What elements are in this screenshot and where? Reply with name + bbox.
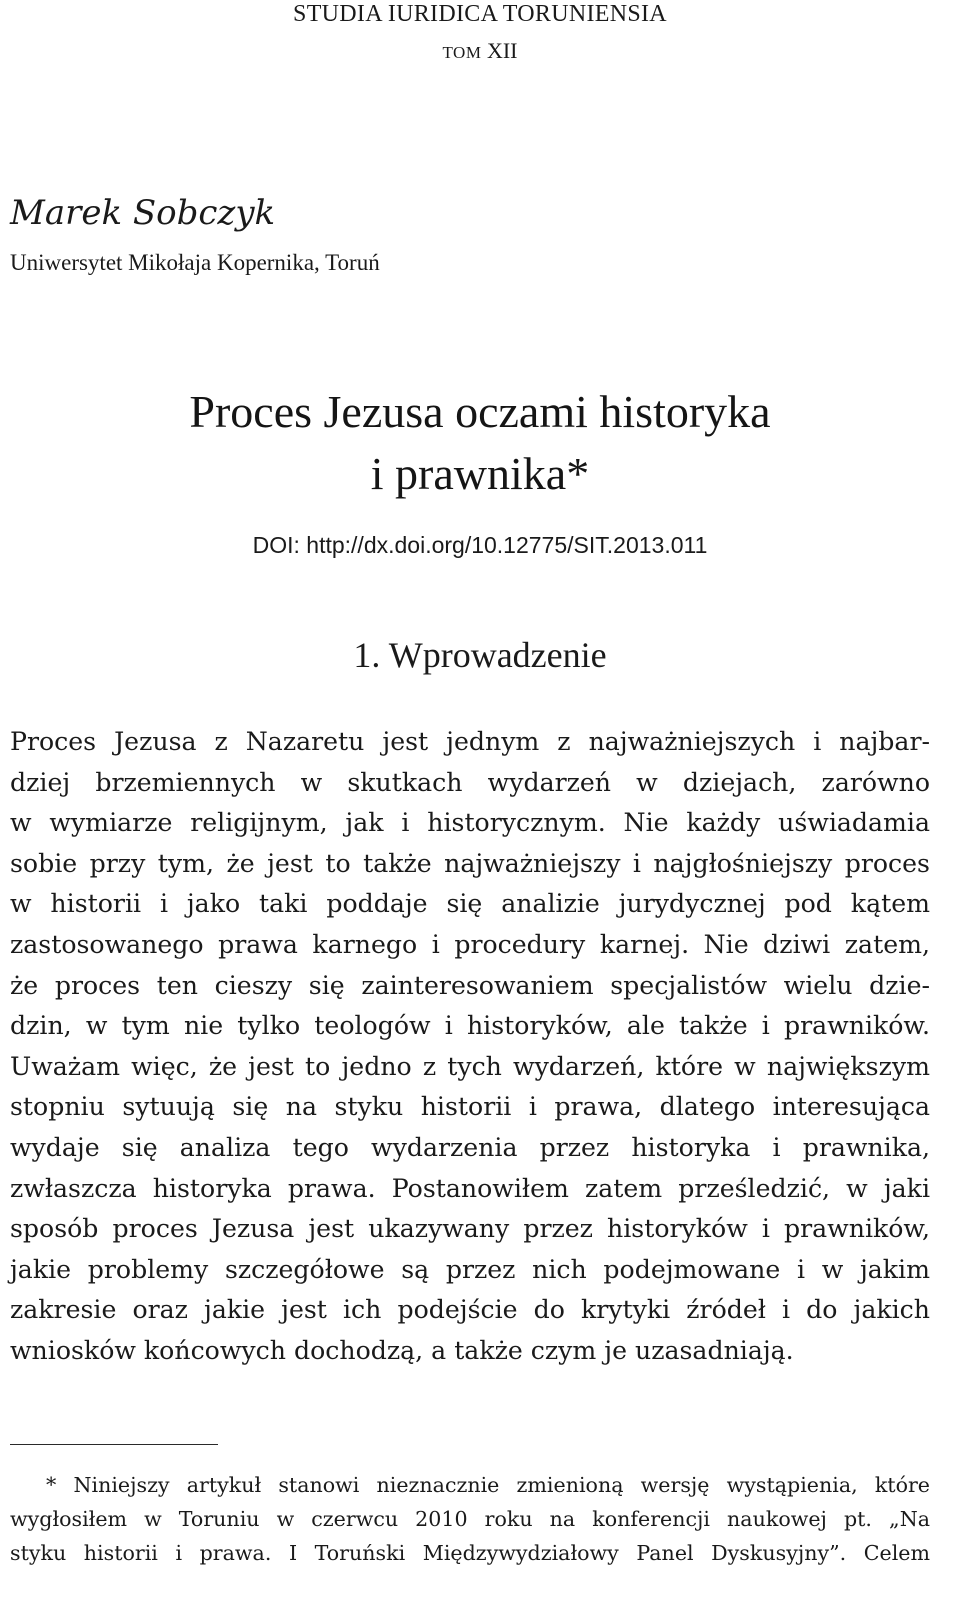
- body-line: Uważam więc, że jest to jedno z tych wydarzeń, które w największym: [10, 1051, 930, 1081]
- body-line: sposób proces Jezusa jest ukazywany przez historyków i prawników,: [10, 1214, 930, 1244]
- journal-name: STUDIA IURIDICA TORUNIENSIA: [293, 1, 667, 27]
- body-line: dziej brzemiennych w skutkach wydarzeń w dziejach, zarówno: [10, 767, 930, 797]
- footnote-line: styku historii i prawa. I Toruński Międzywydziałowy Panel Dyskusyjny”. Celem: [10, 1541, 930, 1565]
- section-heading: 1. Wprowadzenie: [353, 635, 607, 675]
- body-line: stopniu sytuują się na styku historii i prawa, dlatego interesująca: [10, 1092, 930, 1122]
- body-line: jakie problemy szczegółowe są przez nich podejmowane i w jakim: [10, 1254, 930, 1284]
- doi-link[interactable]: DOI: http://dx.doi.org/10.12775/SIT.2013.011: [252, 532, 708, 558]
- body-line: Proces Jezusa z Nazaretu jest jednym z najważniejszych i najbar-: [10, 727, 930, 756]
- journal-volume: [0, 38, 960, 66]
- article-title: [0, 381, 960, 505]
- body-line: dzin, w tym nie tylko teologów i historyków, ale także i prawników.: [10, 1011, 930, 1041]
- body-line: że proces ten cieszy się zainteresowaniem specjalistów wielu dzie-: [10, 970, 930, 1000]
- body-line: zwłaszcza historyka prawa. Postanowiłem zatem prześledzić, w jaki: [10, 1173, 930, 1203]
- body-line: wydaje się analiza tego wydarzenia przez historyka i prawnika,: [10, 1132, 930, 1162]
- body-line: wniosków końcowych dochodzą, a także czym je uzasadniają.: [10, 1335, 794, 1365]
- title-line-2: i prawnika*: [370, 448, 590, 499]
- body-line: w historii i jako taki poddaje się analizie jurydycznej pod kątem: [10, 889, 930, 919]
- body-paragraph: [10, 722, 930, 1372]
- body-line: w wymiarze religijnym, jak i historycznym. Nie każdy uświadamia: [10, 808, 930, 838]
- author-affiliation: Uniwersytet Mikołaja Kopernika, Toruń: [10, 250, 380, 275]
- footnote-divider: [10, 1444, 218, 1445]
- body-line: sobie przy tym, że jest to także najważniejszy i najgłośniejszy proces: [10, 848, 930, 878]
- body-line: zastosowanego prawa karnego i procedury karnej. Nie dziwi zatem,: [10, 929, 930, 959]
- title-line-1: Proces Jezusa oczami historyka: [189, 386, 771, 437]
- volume-number: XII: [486, 38, 518, 63]
- footnote-line: wygłosiłem w Toruniu w czerwcu 2010 roku na konferencji naukowej pt. „Na: [10, 1507, 930, 1531]
- volume-label: TOM: [442, 43, 482, 62]
- author-name: Marek Sobczyk: [10, 193, 276, 233]
- body-line: zakresie oraz jakie jest ich podejście do krytyki źródeł i do jakich: [10, 1295, 930, 1325]
- footnote-line: * Niniejszy artykuł stanowi nieznacznie zmienioną wersję wystąpienia, które: [46, 1473, 930, 1497]
- footnote: [10, 1468, 930, 1570]
